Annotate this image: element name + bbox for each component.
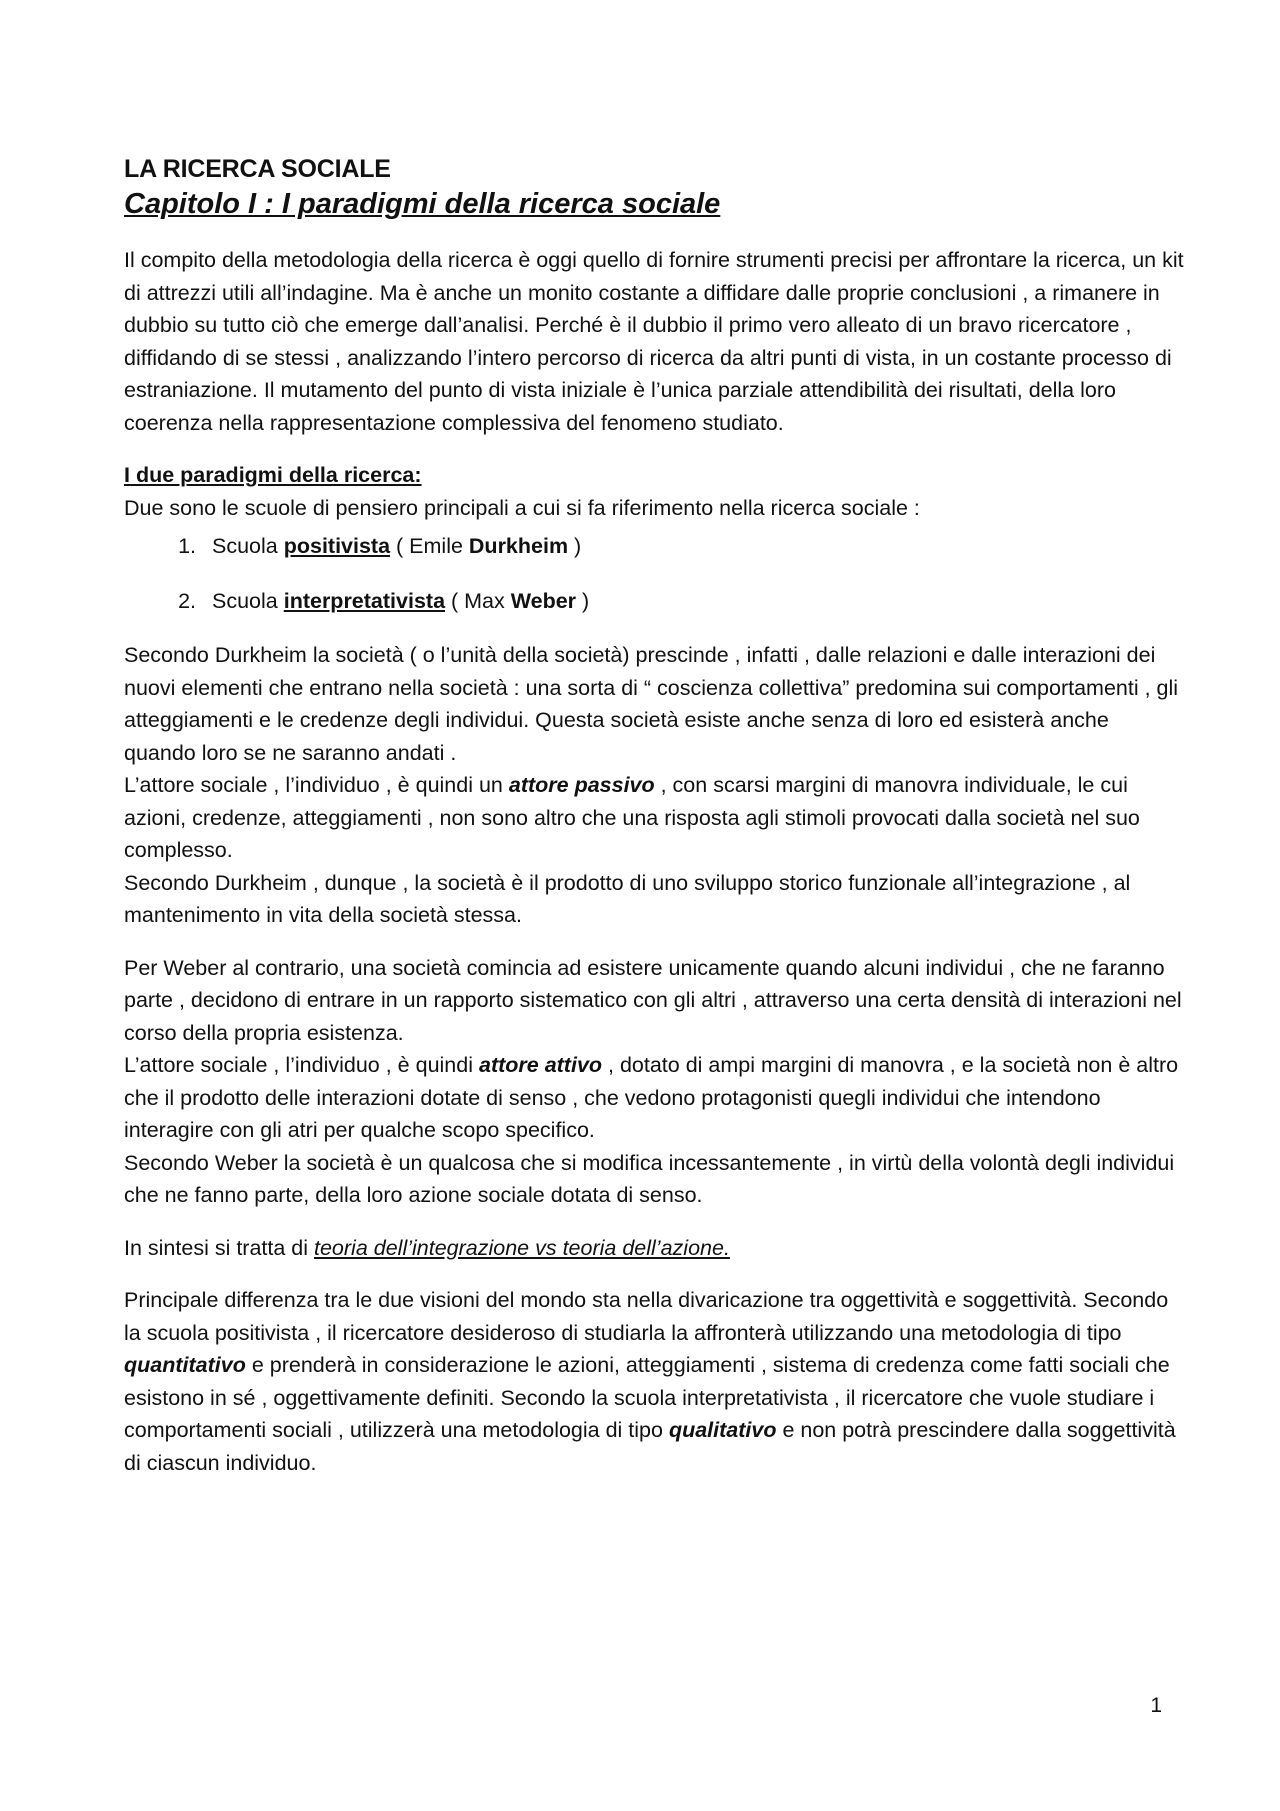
text-run: Principale differenza tra le due visioni del mondo sta nella divaricazione tra oggettività e soggettività. Secondo la scuola positivista , il ricercatore desideroso di studiarla la affronterà utilizzando una metodologia di tipo [124, 1288, 1169, 1345]
text-run: , con scarsi margini di manovra individuale, le cui azioni, credenze, atteggiamenti , non sono altro che una risposta agli stimoli provocati dalla società nel suo complesso. [124, 773, 1140, 862]
list-item-mid: ( Emile [390, 534, 469, 558]
text-run: In sintesi si tratta di [124, 1235, 314, 1260]
conclusion-paragraph [124, 1284, 1184, 1479]
list-item-prefix: Scuola [212, 588, 284, 613]
weber-paragraph-3: Secondo Weber la società è un qualcosa che si modifica incessantemente , in virtù della volontà degli individui che ne fanno parte, della loro azione sociale dotata di senso. [124, 1150, 1175, 1207]
durkheim-paragraph-2 [124, 769, 1184, 867]
paradigm-list [124, 530, 1184, 617]
list-item-suffix: ) [568, 534, 582, 558]
intro-paragraph: Il compito della metodologia della ricerca è oggi quello di fornire strumenti precisi per affrontare la ricerca, un kit di attrezzi utili all’indagine. Ma è anche un monito costante a diffidare dalle proprie conclusioni , a rimanere in dubbio su tutto ciò che emerge dall’analisi. Perché è il dubbio il primo vero alleato di un bravo ricercatore , diffidando di se stessi , analizzando l’intero percorso di ricerca da altri punti di vista, in un costante processo di estraniazione. Il mutamento del punto di vista iniziale è l’unica parziale attendibilità dei risultati, della loro coerenza nella rappresentazione complessiva del fenomeno studiato. [124, 248, 1184, 435]
list-item-positivista [202, 530, 1184, 563]
list-item-term: positivista [283, 534, 391, 558]
list-item-term: interpretativista [283, 588, 446, 613]
weber-paragraph-2 [124, 1049, 1184, 1147]
text-run: , dotato di ampi margini di manovra , e la società non è altro che il prodotto delle interazioni dotate di senso , che vedono protagonisti quegli individui che intendono interagire con gli atri per qualche scopo specifico. [124, 1053, 1179, 1142]
summary-paragraph [124, 1232, 1184, 1265]
summary-emphasis: teoria dell’integrazione vs teoria dell’azione. [314, 1235, 730, 1260]
durkheim-paragraph-3: Secondo Durkheim , dunque , la società è il prodotto di uno sviluppo storico funzionale all’integrazione , al mantenimento in vita della società stessa. [124, 870, 1131, 927]
text-run: L’attore sociale , l’individuo , è quindi [124, 1053, 479, 1077]
list-item-author: Weber [510, 588, 577, 613]
document-page [124, 152, 1184, 1479]
weber-paragraph-1: Per Weber al contrario, una società comincia ad esistere unicamente quando alcuni individui , che ne faranno parte , decidono di entrare in un rapporto sistematico con gli altri , attraverso una certa densità di interazioni nel corso della propria esistenza. [124, 955, 1182, 1045]
list-item-author: Durkheim [468, 534, 569, 558]
text-run: e non potrà prescindere dalla soggettività di ciascun individuo. [124, 1418, 1176, 1475]
chapter-subtitle: Capitolo I : I paradigmi della ricerca sociale [124, 188, 721, 220]
section-lead: Due sono le scuole di pensiero principali a cui si fa riferimento nella ricerca sociale : [124, 495, 920, 520]
page-number: 1 [1150, 1694, 1162, 1717]
emphasis-qualitativo: qualitativo [668, 1418, 777, 1442]
text-run: e prenderà in considerazione le azioni, atteggiamenti , sistema di credenza come fatti sociali che esistono in sé , oggettivamente definiti. Secondo la scuola interpretativista , il ricercatore che vuole studiare i comportamenti sociali , utilizzerà una metodologia di tipo [124, 1353, 1170, 1442]
list-item-mid: ( Max [445, 588, 511, 613]
durkheim-paragraph-1: Secondo Durkheim la società ( o l’unità della società) prescinde , infatti , dalle relazioni e dalle interazioni dei nuovi elementi che entrano nella società : una sorta di “ coscienza collettiva” predomina sui comportamenti , gli atteggiamenti e le credenze degli individui. Questa società esiste anche senza di loro ed esisterà anche quando loro se ne saranno andati . [124, 643, 1179, 765]
durkheim-section [124, 639, 1184, 932]
emphasis-quantitativo: quantitativo [124, 1353, 246, 1377]
emphasis-attore-attivo: attore attivo [478, 1053, 603, 1077]
emphasis-attore-passivo: attore passivo [508, 773, 655, 797]
document-title: LA RICERCA SOCIALE [124, 155, 391, 183]
text-run: L’attore sociale , l’individuo , è quindi un [124, 773, 509, 797]
list-item-prefix: Scuola [212, 534, 284, 558]
section-heading: I due paradigmi della ricerca: [124, 463, 422, 487]
list-item-suffix: ) [576, 588, 590, 613]
list-item-interpretativista [202, 585, 1184, 618]
weber-section [124, 952, 1184, 1212]
